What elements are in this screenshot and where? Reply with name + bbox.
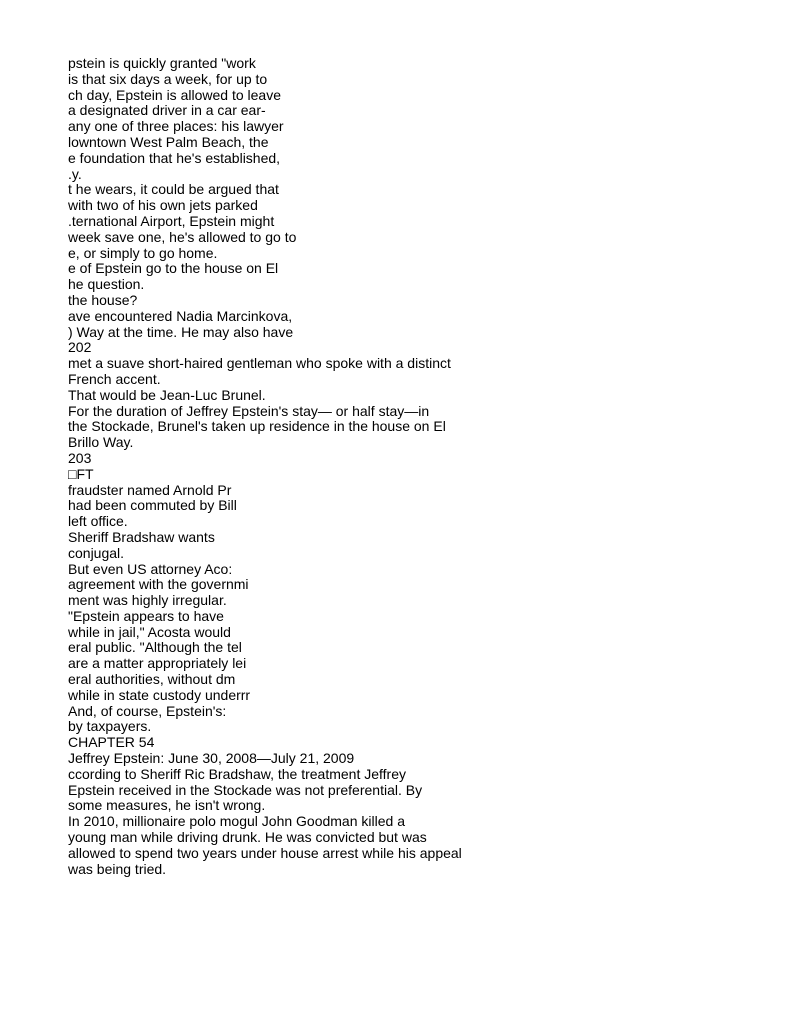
text-line: the Stockade, Brunel's taken up residence in the house on El — [68, 418, 446, 435]
text-line: left office. — [68, 513, 128, 530]
text-line: ment was highly irregular. — [68, 592, 227, 609]
text-line: he question. — [68, 276, 145, 293]
text-line: had been commuted by Bill — [68, 497, 237, 514]
text-line: e, or simply to go home. — [68, 244, 218, 261]
text-line: For the duration of Jeffrey Epstein's stay— or half stay—in — [68, 402, 430, 419]
text-line: fraudster named Arnold Pr — [68, 481, 232, 498]
text-line: while in state custody underrr — [68, 686, 251, 703]
text-line: any one of three places: his lawyer — [68, 118, 284, 135]
text-line: is that six days a week, for up to — [68, 70, 268, 87]
text-line: eral authorities, without dm — [68, 671, 236, 688]
text-line: young man while driving drunk. He was convicted but was — [68, 829, 427, 846]
text-line: conjugal. — [68, 544, 125, 561]
text-line: allowed to spend two years under house arrest while his appeal — [68, 844, 462, 861]
text-line: That would be Jean-Luc Brunel. — [68, 386, 266, 403]
text-line: □FT — [68, 465, 94, 482]
document-page — [68, 56, 768, 877]
text-line: t he wears, it could be argued that — [68, 181, 279, 198]
text-line: Sheriff Bradshaw wants — [68, 528, 215, 545]
text-line: Epstein received in the Stockade was not preferential. By — [68, 781, 423, 798]
text-line: And, of course, Epstein's: — [68, 702, 227, 719]
text-line: pstein is quickly granted "work — [68, 55, 256, 71]
text-line: ) Way at the time. He may also have — [68, 323, 294, 340]
text-line: e of Epstein go to the house on El — [68, 260, 279, 277]
page-number: 202 — [68, 339, 92, 356]
text-line: agreement with the governmi — [68, 576, 249, 593]
text-line: by taxpayers. — [68, 718, 152, 735]
text-line: ave encountered Nadia Marcinkova, — [68, 307, 293, 324]
text-line: the house? — [68, 291, 138, 308]
chapter-heading: CHAPTER 54 — [68, 734, 155, 751]
text-line: lowntown West Palm Beach, the — [68, 133, 269, 150]
text-line: ch day, Epstein is allowed to leave — [68, 86, 281, 103]
text-line: with two of his own jets parked — [68, 197, 258, 214]
text-line: week save one, he's allowed to go to — [68, 228, 297, 245]
text-line: eral public. "Although the tel — [68, 639, 242, 656]
text-line: French accent. — [68, 370, 161, 387]
text-line: some measures, he isn't wrong. — [68, 797, 266, 814]
text-line: "Epstein appears to have — [68, 607, 224, 624]
text-line: But even US attorney Aco: — [68, 560, 233, 577]
text-line: was being tried. — [68, 860, 167, 877]
text-line: e foundation that he's established, — [68, 149, 281, 166]
text-line: In 2010, millionaire polo mogul John Goodman killed a — [68, 813, 405, 830]
text-line: .ternational Airport, Epstein might — [68, 212, 275, 229]
chapter-subtitle: Jeffrey Epstein: June 30, 2008—July 21, 2009 — [68, 750, 355, 767]
text-line: met a suave short-haired gentleman who spoke with a distinct — [68, 355, 451, 372]
text-line: while in jail," Acosta would — [68, 623, 231, 640]
text-line: .y. — [68, 165, 82, 182]
text-line: a designated driver in a car ear- — [68, 102, 266, 119]
text-line: Brillo Way. — [68, 434, 134, 451]
text-line: ccording to Sheriff Ric Bradshaw, the treatment Jeffrey — [68, 765, 406, 782]
text-line: are a matter appropriately lei — [68, 655, 247, 672]
page-number: 203 — [68, 449, 92, 466]
